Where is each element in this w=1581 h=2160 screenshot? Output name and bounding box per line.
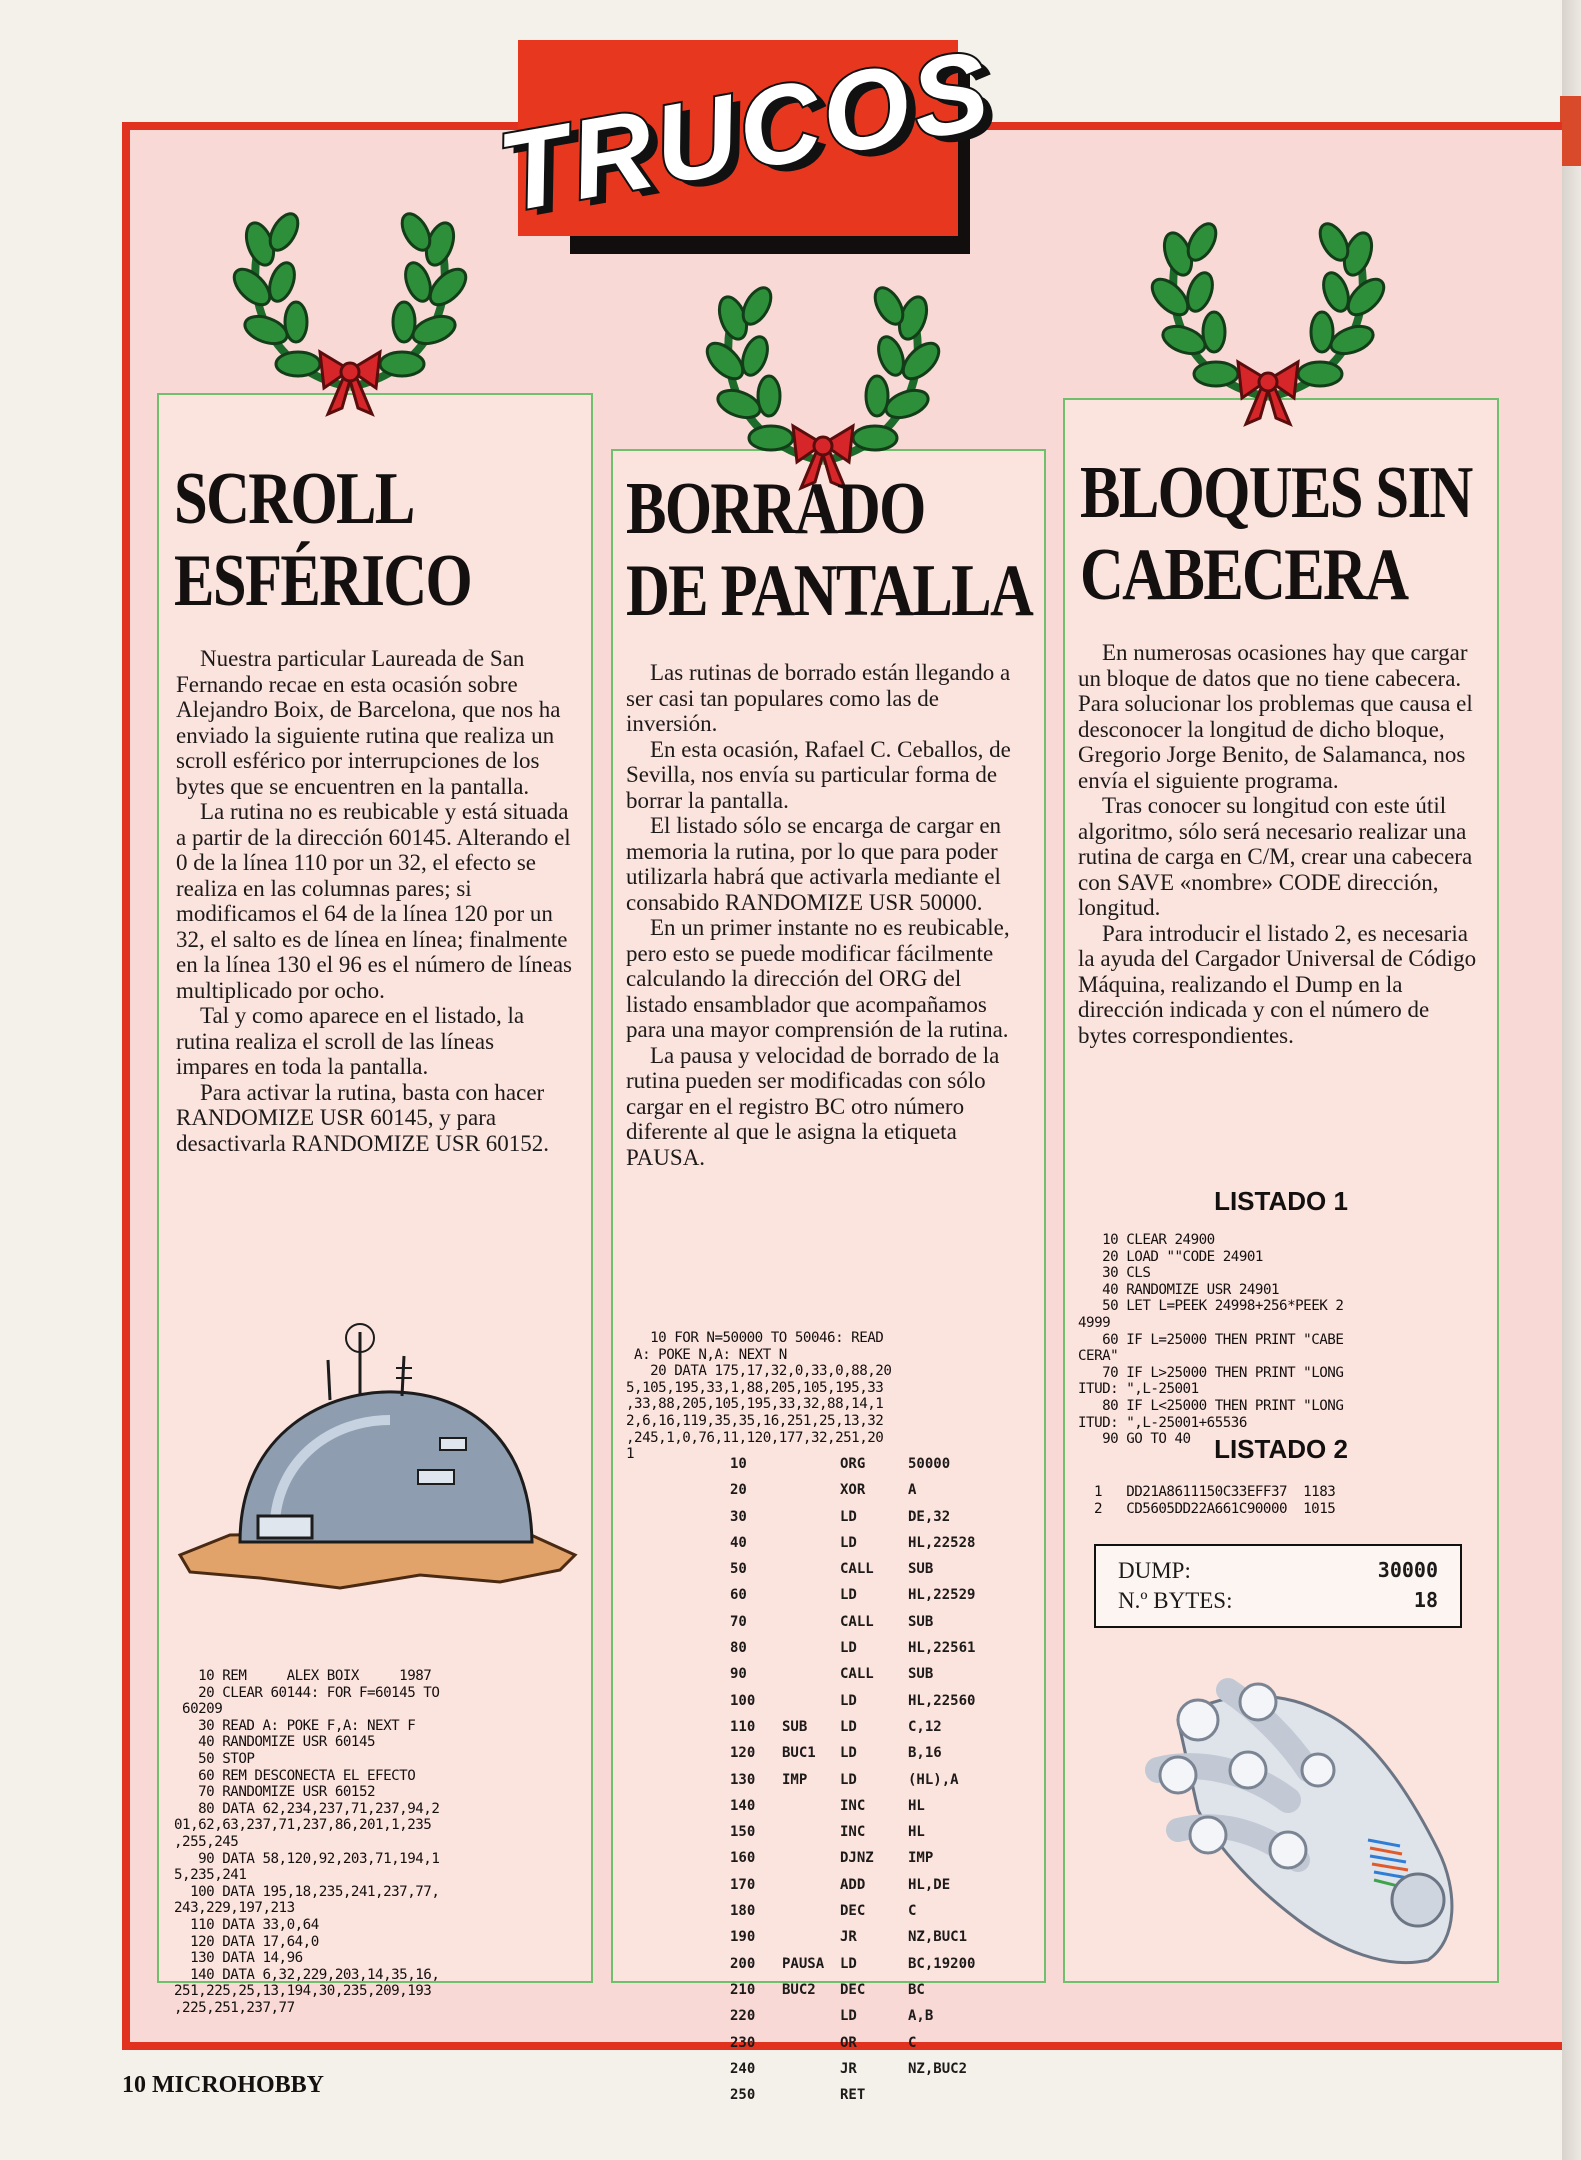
asm-line-number: 130 bbox=[730, 1771, 756, 1788]
robot-hand-illustration bbox=[1138, 1650, 1478, 1970]
page-edge-tab bbox=[1560, 96, 1581, 166]
basic-listing: 10 REM ALEX BOIX 1987 20 CLEAR 60144: FOR F=60145 TO 60209 30 READ A: POKE F,A: NEXT F 40 RANDOMIZE USR 60145 50 STOP 60 REM DESCONECTA EL EFECTO 70 RANDOMIZE USR 60152 80 DATA 62,234,237,71,237,94,2 01,62,63,237,71,237,86,201,1,235 ,255,245 90 DATA 58,120,92,203,71,194,1 5,235,241 100 DATA 195,18,235,241,237,77, 243,229,197,213 110 DATA 33,0,64 120 DATA 17,64,0 130 DATA 14,96 140 DATA 6,32,229,203,14,35,16, 251,225,25,13,194,30,235,209,193 ,225,251,237,77 bbox=[174, 1668, 440, 2016]
paragraph: Las rutinas de borrado están llegando a ser casi tan populares como las de inversión. bbox=[626, 660, 1011, 736]
asm-line-number: 140 bbox=[730, 1797, 756, 1814]
asm-line bbox=[730, 2008, 970, 2034]
asm-opcode: LD bbox=[840, 1745, 857, 1762]
asm-opcode: LD bbox=[840, 1534, 857, 1551]
asm-opcode: DEC bbox=[840, 1903, 866, 1920]
asm-line-number: 70 bbox=[730, 1613, 747, 1630]
asm-line-number: 180 bbox=[730, 1903, 756, 1920]
asm-line bbox=[730, 1561, 970, 1587]
asm-operand: HL,22528 bbox=[908, 1534, 976, 1551]
asm-line bbox=[730, 1745, 970, 1771]
asm-line-number: 90 bbox=[730, 1666, 747, 1683]
asm-line bbox=[730, 2061, 970, 2087]
laurel-wreath-icon bbox=[1150, 202, 1386, 428]
article-title-line: BORRADO bbox=[626, 468, 925, 550]
asm-operand: DE,32 bbox=[908, 1508, 951, 1525]
asm-line-number: 250 bbox=[730, 2087, 756, 2104]
asm-opcode: ORG bbox=[840, 1456, 866, 1472]
asm-opcode: LD bbox=[840, 1692, 857, 1709]
paragraph: En numerosas ocasiones hay que cargar un bloque de datos que no tiene cabecera. Para solucionar los problemas que causa el desconocer la longitud de dicho bloque, Gregorio Jorge Benito, de Salamanca, nos envía el siguiente programa. bbox=[1078, 640, 1473, 793]
asm-line-number: 120 bbox=[730, 1745, 756, 1762]
article-title-line: BLOQUES SIN bbox=[1080, 452, 1472, 534]
page-footer: 10 MICROHOBBY bbox=[122, 2072, 325, 2098]
paragraph: La pausa y velocidad de borrado de la rutina pueden ser modificadas con sólo cargar en el registro BC otro número diferente al que le asigna la etiqueta PAUSA. bbox=[626, 1042, 1000, 1170]
article-body bbox=[626, 660, 1028, 1170]
asm-opcode: OR bbox=[840, 2034, 857, 2051]
dump-value: 30000 bbox=[1377, 1558, 1438, 1582]
asm-opcode: LD bbox=[840, 1640, 857, 1657]
asm-operand: SUB bbox=[908, 1666, 934, 1683]
asm-operand: IMP bbox=[908, 1850, 934, 1867]
asm-opcode: LD bbox=[840, 1771, 857, 1788]
listing-heading: LISTADO 2 bbox=[1214, 1434, 1348, 1464]
asm-line-number: 30 bbox=[730, 1508, 747, 1525]
asm-operand: NZ,BUC2 bbox=[908, 2060, 968, 2077]
asm-line bbox=[730, 1798, 970, 1824]
dump-label: DUMP: bbox=[1118, 1558, 1191, 1583]
paragraph: En esta ocasión, Rafael C. Ceballos, de Sevilla, nos envía su particular forma de borrar la pantalla. bbox=[626, 736, 1011, 813]
asm-line bbox=[730, 1640, 976, 1666]
asm-operand: HL bbox=[908, 1824, 925, 1841]
asm-line bbox=[730, 2087, 970, 2113]
basic-listing: 10 CLEAR 24900 20 LOAD ""CODE 24901 30 CLS 40 RANDOMIZE USR 24901 50 LET L=PEEK 24998+256*PEEK 2 4999 60 IF L=25000 THEN PRINT "CABE CERA" 70 IF L>25000 THEN PRINT "LONG ITUD: ",L-25001 80 IF L<25000 THEN PRINT "LONG ITUD: ",L-25001+65536 90 GO TO 40 bbox=[1078, 1232, 1344, 1448]
bytes-label: N.º BYTES: bbox=[1118, 1588, 1233, 1613]
asm-line-number: 40 bbox=[730, 1534, 747, 1551]
asm-line-number: 220 bbox=[730, 2008, 756, 2025]
section-title: TRUCOS bbox=[490, 26, 1002, 236]
asm-line bbox=[730, 1509, 970, 1535]
dump-row bbox=[1118, 1558, 1438, 1588]
asm-operand: HL,22560 bbox=[908, 1692, 976, 1709]
asm-line bbox=[730, 1692, 976, 1719]
asm-label: BUC2 bbox=[782, 1981, 816, 1998]
article-title bbox=[1080, 452, 1472, 616]
asm-opcode: CALL bbox=[840, 1613, 874, 1630]
paragraph: El listado sólo se encarga de cargar en memoria la rutina, por lo que para poder utilizarla habrá que activarla mediante el consabido RANDOMIZE USR 50000. bbox=[626, 813, 1002, 915]
asm-opcode: ADD bbox=[840, 1876, 866, 1893]
asm-operand: C,12 bbox=[908, 1718, 942, 1735]
article-title-line: DE PANTALLA bbox=[626, 550, 1033, 632]
paragraph: Para introducir el listado 2, es necesaria la ayuda del Cargador Universal de Código Máquina, realizando el Dump en la dirección indicada y con el número de bytes correspondientes. bbox=[1078, 920, 1477, 1048]
asm-operand: B,16 bbox=[908, 1745, 942, 1762]
asm-line-number: 10 bbox=[730, 1456, 747, 1472]
asm-label: PAUSA bbox=[782, 1955, 825, 1972]
asm-line-number: 230 bbox=[730, 2034, 756, 2051]
asm-operand: C bbox=[908, 1903, 917, 1920]
asm-line bbox=[730, 1982, 970, 2008]
listing-heading: LISTADO 1 bbox=[1214, 1186, 1348, 1216]
asm-label: BUC1 bbox=[782, 1745, 816, 1762]
bytes-row bbox=[1118, 1588, 1438, 1618]
asm-operand: C bbox=[908, 2034, 917, 2051]
asm-opcode: CALL bbox=[840, 1666, 874, 1683]
asm-line-number: 240 bbox=[730, 2060, 756, 2077]
asm-line bbox=[730, 2035, 970, 2061]
article-title-line: CABECERA bbox=[1080, 534, 1408, 616]
asm-line-number: 190 bbox=[730, 1929, 756, 1946]
asm-operand: SUB bbox=[908, 1613, 934, 1630]
asm-line bbox=[730, 1719, 970, 1745]
basic-listing: 10 FOR N=50000 TO 50046: READ A: POKE N,A: NEXT N 20 DATA 175,17,32,0,33,0,88,20 5,105,195,33,1,88,205,105,195,33 ,33,88,205,105,195,33,32,88,14,1 2,6,16,119,35,35,16,251,25,13,32 ,245,1,0,76,11,120,177,32,251,20 1 bbox=[626, 1330, 892, 1463]
paragraph: Tras conocer su longitud con este útil algoritmo, sólo será necesario realizar una rutina de carga en C/M, crear una cabecera con SAVE «nombre» CODE dirección, longitud. bbox=[1078, 793, 1473, 920]
article-title bbox=[626, 468, 1032, 632]
asm-line-number: 50 bbox=[730, 1561, 747, 1578]
asm-label: SUB bbox=[782, 1718, 808, 1735]
asm-operand: BC bbox=[908, 1981, 925, 1998]
asm-opcode: LD bbox=[840, 1587, 857, 1604]
paragraph: En un primer instante no es reubicable, pero esto se puede modificar fácilmente calculando la dirección del ORG del listado ensamblador que acompañamos para una mayor comprensión de la rutina. bbox=[626, 915, 1010, 1042]
asm-line bbox=[730, 1903, 970, 1929]
assembler-listing bbox=[730, 1456, 976, 2113]
paragraph: La rutina no es reubicable y está situada a partir de la dirección 60145. Alterando el 0 de la línea 110 por un 32, el efecto se realiza en las columnas pares; si modificamos el 64 de la línea 120 por un 32, el salto es de línea en línea; finalmente en la línea 130 el 96 es el número de líneas multiplicado por ocho. bbox=[176, 799, 572, 1003]
paragraph: Para activar la rutina, basta con hacer RANDOMIZE USR 60145, y para desactivarla RANDOMIZE USR 60152. bbox=[176, 1079, 550, 1156]
paragraph: Tal y como aparece en el listado, la rutina realiza el scroll de las líneas impares en toda la pantalla. bbox=[176, 1003, 525, 1079]
asm-operand: HL,DE bbox=[908, 1876, 951, 1893]
asm-line bbox=[730, 1482, 970, 1508]
asm-line bbox=[730, 1955, 976, 1982]
paragraph: Nuestra particular Laureada de San Fernando recae en esta ocasión sobre Alejandro Boix, de Barcelona, que nos ha enviado la siguiente rutina que realiza un scroll esférico por interrupciones de los bytes que se encuentren en la pantalla. bbox=[176, 646, 561, 799]
asm-operand: HL,22561 bbox=[908, 1640, 976, 1657]
asm-operand: SUB bbox=[908, 1561, 934, 1578]
asm-line bbox=[730, 1824, 970, 1850]
asm-line-number: 60 bbox=[730, 1587, 747, 1604]
asm-operand: (HL),A bbox=[908, 1771, 959, 1788]
asm-opcode: DJNZ bbox=[840, 1850, 874, 1867]
article-title-line: ESFÉRICO bbox=[174, 540, 472, 622]
asm-line bbox=[730, 1614, 970, 1640]
asm-line bbox=[730, 1929, 970, 1955]
asm-line bbox=[730, 1850, 970, 1876]
asm-opcode: CALL bbox=[840, 1561, 874, 1578]
asm-opcode: JR bbox=[840, 1929, 857, 1946]
asm-opcode: LD bbox=[840, 2008, 857, 2025]
asm-line-number: 200 bbox=[730, 1955, 756, 1972]
asm-line bbox=[730, 1456, 970, 1482]
dome-station-illustration bbox=[170, 1320, 580, 1610]
asm-line-number: 150 bbox=[730, 1824, 756, 1841]
asm-opcode: INC bbox=[840, 1824, 866, 1841]
hex-listing: 1 DD21A8611150C33EFF37 1183 2 CD5605DD22A661C90000 1015 bbox=[1094, 1484, 1336, 1517]
asm-line-number: 210 bbox=[730, 1981, 756, 1998]
asm-line bbox=[730, 1666, 970, 1692]
article-body bbox=[1078, 640, 1478, 1048]
asm-opcode: LD bbox=[840, 1955, 857, 1972]
asm-opcode: JR bbox=[840, 2060, 857, 2077]
asm-line-number: 110 bbox=[730, 1718, 756, 1735]
asm-line-number: 20 bbox=[730, 1482, 747, 1499]
dump-info-box bbox=[1094, 1544, 1462, 1628]
asm-line bbox=[730, 1534, 976, 1561]
asm-opcode: RET bbox=[840, 2087, 866, 2104]
asm-operand: NZ,BUC1 bbox=[908, 1929, 968, 1946]
page-edge bbox=[1562, 0, 1581, 2160]
asm-label: IMP bbox=[782, 1771, 808, 1788]
asm-line-number: 160 bbox=[730, 1850, 756, 1867]
asm-line-number: 80 bbox=[730, 1640, 747, 1657]
article-title bbox=[174, 458, 471, 622]
laurel-wreath-icon bbox=[705, 266, 941, 492]
asm-opcode: DEC bbox=[840, 1981, 866, 1998]
asm-operand: A,B bbox=[908, 2008, 934, 2025]
asm-opcode: INC bbox=[840, 1797, 866, 1814]
asm-operand: BC,19200 bbox=[908, 1955, 976, 1972]
asm-line-number: 100 bbox=[730, 1692, 756, 1709]
bytes-value: 18 bbox=[1413, 1588, 1438, 1612]
asm-operand: 50000 bbox=[908, 1456, 951, 1472]
asm-line bbox=[730, 1772, 970, 1798]
article-title-line: SCROLL bbox=[174, 458, 414, 540]
asm-opcode: LD bbox=[840, 1718, 857, 1735]
asm-operand: HL bbox=[908, 1797, 925, 1814]
asm-operand: A bbox=[908, 1482, 917, 1499]
asm-line-number: 170 bbox=[730, 1876, 756, 1893]
asm-operand: HL,22529 bbox=[908, 1587, 976, 1604]
laurel-wreath-icon bbox=[232, 192, 468, 418]
asm-line bbox=[730, 1587, 976, 1613]
asm-line bbox=[730, 1877, 970, 1903]
asm-opcode: XOR bbox=[840, 1482, 866, 1499]
article-body bbox=[176, 646, 572, 1156]
asm-opcode: LD bbox=[840, 1508, 857, 1525]
